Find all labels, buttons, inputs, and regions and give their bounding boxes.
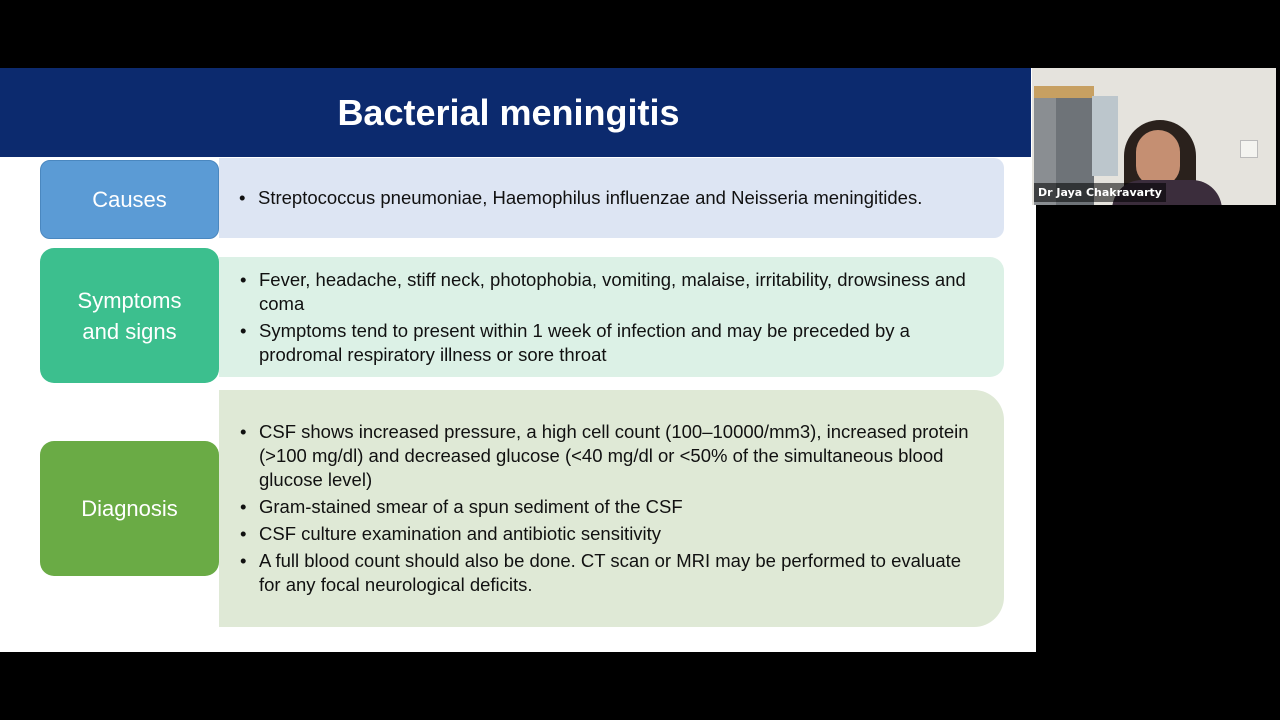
video-switch	[1240, 140, 1258, 158]
diagnosis-bullet: • A full blood count should also be done. CT scan or MRI may be performed to evaluate for any focal neurological deficits.	[259, 549, 974, 597]
causes-bullet: • Streptococcus pneumoniae, Haemophilus influenzae and Neisseria meningitides.	[258, 186, 922, 210]
presentation-slide	[0, 68, 1036, 652]
diagnosis-label: Diagnosis	[40, 441, 219, 576]
participant-face	[1136, 130, 1180, 186]
participant-video-tile[interactable]	[1032, 68, 1276, 205]
participant-name-label: Dr Jaya Chakravarty	[1034, 183, 1166, 202]
video-cabinet-top	[1034, 86, 1094, 98]
diagnosis-content	[219, 390, 1004, 627]
diagnosis-bullet: • CSF shows increased pressure, a high cell count (100–10000/mm3), increased protein (>100 mg/dl) and decreased glucose (<40 mg/dl or <50% of the simultaneous blood glucose level)	[259, 420, 974, 492]
causes-content	[219, 158, 1004, 238]
slide-title: Bacterial meningitis	[337, 91, 680, 133]
diagnosis-bullet: • CSF culture examination and antibiotic sensitivity	[259, 522, 974, 546]
video-window	[1092, 96, 1118, 176]
symptoms-content	[219, 257, 1004, 377]
causes-label: Causes	[40, 160, 219, 239]
symptoms-label: Symptoms and signs	[40, 248, 219, 383]
title-bar	[0, 68, 1031, 157]
symptoms-bullet: • Fever, headache, stiff neck, photophobia, vomiting, malaise, irritability, drowsiness and coma	[259, 268, 974, 316]
diagnosis-bullet: • Gram-stained smear of a spun sediment of the CSF	[259, 495, 974, 519]
symptoms-bullet: • Symptoms tend to present within 1 week of infection and may be preceded by a prodromal respiratory illness or sore throat	[259, 319, 974, 367]
